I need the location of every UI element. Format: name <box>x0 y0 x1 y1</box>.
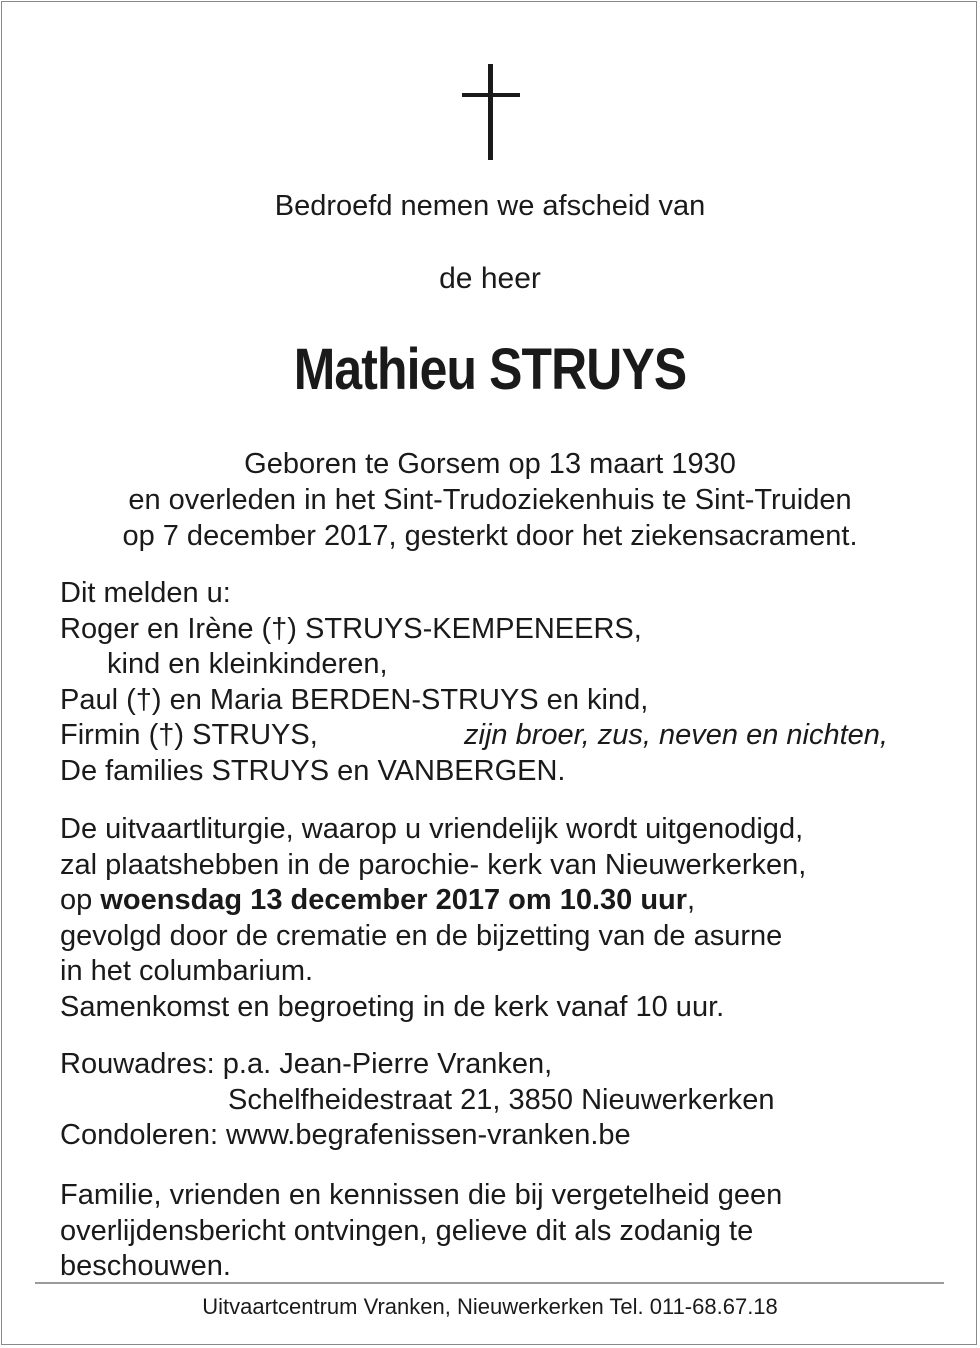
service-line: zal plaatshebben in de parochie- kerk van Nieuwerkerken, <box>60 848 807 881</box>
relations-note: zijn broer, zus, neven en nichten, <box>464 719 888 751</box>
service-date-line: op woensdag 13 december 2017 om 10.30 uur, <box>60 884 696 916</box>
address-street: Schelfheidestraat 21, 3850 Nieuwerkerken <box>228 1083 775 1116</box>
announcement-heading: Dit melden u: <box>60 577 231 609</box>
closing-line: beschouwen. <box>60 1250 231 1282</box>
family-line: Roger en Irène (†) STRUYS-KEMPENEERS, <box>60 612 642 645</box>
service-line: in het columbarium. <box>60 955 314 987</box>
honorific: de heer <box>439 262 541 295</box>
service-line: De uitvaartliturgie, waarop u vriendelijk wordt uitgenodigd, <box>60 813 804 845</box>
address-line: Rouwadres: p.a. Jean-Pierre Vranken, <box>60 1048 553 1080</box>
death-place-line: en overleden in het Sint-Trudoziekenhuis te Sint-Truiden <box>128 484 852 516</box>
service-line: Samenkomst en begroeting in de kerk vanaf 10 uur. <box>60 990 725 1023</box>
funeral-service-info <box>60 812 806 1025</box>
family-line: Paul (†) en Maria BERDEN-STRUYS en kind, <box>60 683 649 716</box>
family-line <box>60 718 888 754</box>
service-date: woensdag 13 december 2017 om 10.30 uur <box>100 884 688 916</box>
closing-line: Familie, vrienden en kennissen die bij vergetelheid geen <box>60 1179 783 1211</box>
birth-death-details <box>0 446 980 554</box>
intro-text: Bedroefd nemen we afscheid van <box>274 190 706 222</box>
footer-text: Uitvaartcentrum Vranken, Nieuwerkerken Tel. 011-68.67.18 <box>202 1294 778 1319</box>
deceased-name: Mathieu STRUYS <box>293 337 687 402</box>
footer-divider <box>35 1282 944 1284</box>
address-info <box>60 1047 775 1154</box>
cross-icon <box>462 64 520 160</box>
service-line: gevolgd door de crematie en de bijzetting van de asurne <box>60 919 783 952</box>
family-line-left: Firmin (†) STRUYS, <box>60 719 318 751</box>
family-line: De families STRUYS en VANBERGEN. <box>60 754 566 787</box>
closing-line: overlijdensbericht ontvingen, gelieve dit als zodanig te <box>60 1214 754 1247</box>
family-announcement <box>60 576 888 789</box>
birth-line: Geboren te Gorsem op 13 maart 1930 <box>244 448 736 480</box>
family-line: kind en kleinkinderen, <box>107 648 388 680</box>
condolence-line: Condoleren: www.begrafenissen-vranken.be <box>60 1119 631 1151</box>
death-date-line: op 7 december 2017, gesterkt door het ziekensacrament. <box>122 520 858 552</box>
closing-note <box>60 1178 782 1285</box>
